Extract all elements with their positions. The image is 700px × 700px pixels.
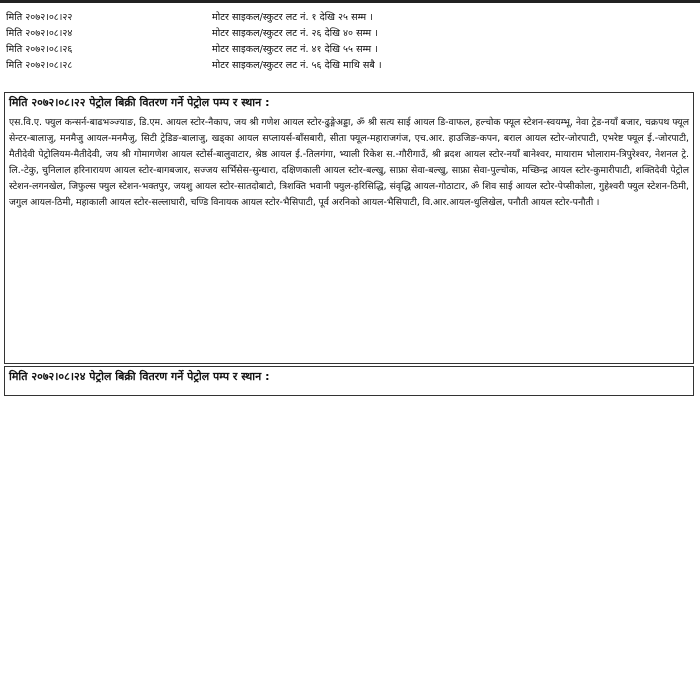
section-body: एस.वि.ए. फ्युल कन्सर्न-बाढभञ्ज्याङ, डि.एम. आयल स्टोर-नैकाप, जय श्री गणेश आयल स्टोर-ढुङ्गेअड्डा, ॐ श्री सत्य साई आयल डि-वाफल, हल्चोक फ्यूल स्टेशन-स्वयम्भू, नेवा ट्रेड-नयाँ बजार, चक्रपथ फ्यूल सेन्टर-बालाजु, मनमैजु आयल-मनमैजु, सिटी ट्रेडिङ-बालाजु, खड्का आयल सप्लायर्स-बाँसबारी, सीता फ्यूल-महाराजगंज, एच.आर. हाउजिङ-कपन, बराल आयल स्टोर-जोरपाटी, एभरेष्ट फ्यूल ई.-जोरपाटी, मैतीदेवी पेट्रोलियम-मैतीदेवी, जय श्री गोमागणेश आयल स्टोर्स-बालुवाटार, श्रेष्ठ आयल ई.-तिलगंगा, भ्याली रिकेश स.-गौरीगाउँ, श्री ब्रदश आयल स्टोर-नयाँ बानेश्वर, मायाराम भोलाराम-त्रिपुरेश्वर, नेशनल ट्रे. लि.-टेकु, चुनिलाल हरिनारायण आयल स्टोर-बागबजार, सज्जय सर्भिसेस-सुन्धारा, दक्षिणकाली आयल स्टोर-बल्खु, साफ्रा सेवा-बल्खु, साफ्रा सेवा-पुल्चोक, मच्छिन्द्र आयल स्टोर-कुमारीपाटी, शक्तिदेवी पेट्रोल स्टेशन-लगनखेल, जिफुल्स फ्युल स्टेशन-भक्तपुर, जयशु आयल स्टोर-सातदोबाटो, त्रिशक्ति भवानी फ्युल-हरिसिद्धि, संवृद्धि आयल-गोठाटार, ॐ शिव साई आयल स्टोर-पेप्सीकोला, गुहेश्वरी फ्युल स्टेशन-ठिमी, जगुल आयल-ठिमी, महाकाली आयल स्टोर-सल्लाघारी, चण्डि विनायक आयल स्टोर-भैसिपाटी, पूर्व अरनिको आयल-भैसिपाटी, वि.आर.आयल-धुलिखेल, पनौती आयल स्टोर-पनौती । <box>9 117 689 209</box>
section-2072-08-24 <box>4 366 694 396</box>
schedule-date: मिति २०७२।०८।२४ <box>6 28 73 39</box>
section-title: मिति २०७२।०८।२२ पेट्रोल बिक्री वितरण गर्ने पेट्रोल पम्प र स्थान : <box>9 96 270 109</box>
schedule-desc: मोटर साइकल/स्कुटर लट नं. १ देखि २५ सम्म । <box>212 12 373 23</box>
lot-schedule <box>6 10 696 74</box>
schedule-row <box>6 42 696 58</box>
section-2072-08-22 <box>4 92 694 364</box>
schedule-row <box>6 10 696 26</box>
schedule-desc: मोटर साइकल/स्कुटर लट नं. ४१ देखि ५५ सम्म । <box>212 44 378 55</box>
schedule-row <box>6 26 696 42</box>
schedule-desc: मोटर साइकल/स्कुटर लट नं. ५६ देखि माथि सबै । <box>212 60 382 71</box>
schedule-date: मिति २०७२।०८।२८ <box>6 60 73 71</box>
schedule-row <box>6 58 696 74</box>
top-rule <box>0 0 700 3</box>
section-title: मिति २०७२।०८।२४ पेट्रोल बिक्री वितरण गर्ने पेट्रोल पम्प र स्थान : <box>9 370 270 383</box>
schedule-date: मिति २०७२।०८।२६ <box>6 44 73 55</box>
schedule-desc: मोटर साइकल/स्कुटर लट नं. २६ देखि ४० सम्म । <box>212 28 378 39</box>
schedule-date: मिति २०७२।०८।२२ <box>6 12 73 23</box>
